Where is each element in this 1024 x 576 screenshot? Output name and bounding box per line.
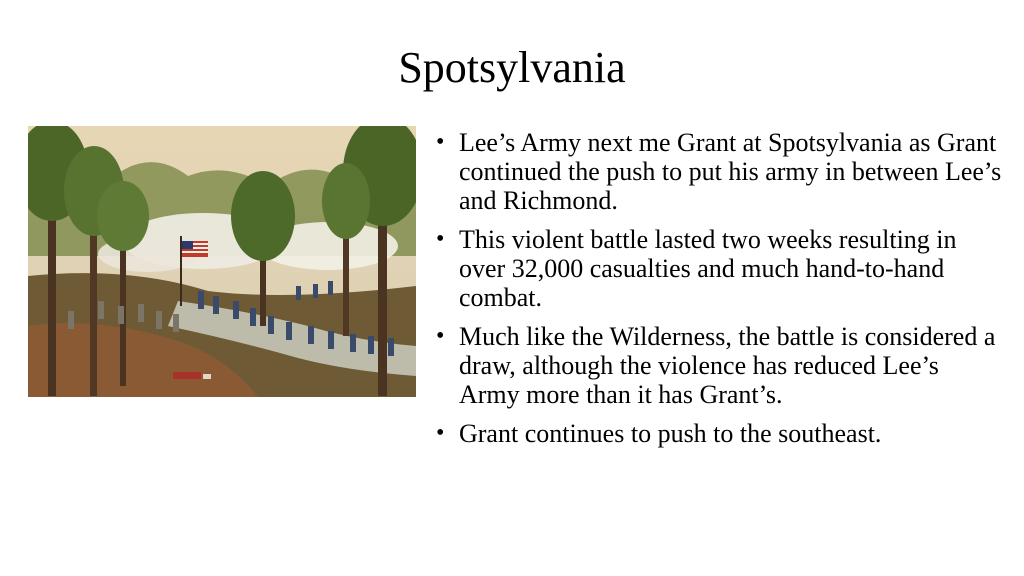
- bullet-list: [434, 128, 1004, 458]
- battle-painting-image: [28, 126, 416, 397]
- bullet-icon: •: [436, 323, 445, 349]
- bullet-text: Much like the Wilderness, the battle is considered a draw, although the violence has reduced Lee’s Army more than it has Grant’s.: [459, 322, 996, 409]
- bullet-text: This violent battle lasted two weeks resulting in over 32,000 casualties and much hand-to-hand combat.: [459, 225, 957, 312]
- bullet-text: Lee’s Army next me Grant at Spotsylvania as Grant continued the push to put his army in between Lee’s and Richmond.: [459, 128, 1002, 215]
- list-item: [434, 128, 1004, 215]
- bullet-icon: •: [436, 226, 445, 252]
- list-item: [434, 322, 1004, 409]
- bullet-icon: •: [436, 420, 445, 446]
- bullet-text: Grant continues to push to the southeast.: [459, 419, 882, 448]
- list-item: [434, 225, 1004, 312]
- bullet-icon: •: [436, 129, 445, 155]
- slide-title: Spotsylvania: [398, 43, 626, 92]
- list-item: [434, 419, 1004, 448]
